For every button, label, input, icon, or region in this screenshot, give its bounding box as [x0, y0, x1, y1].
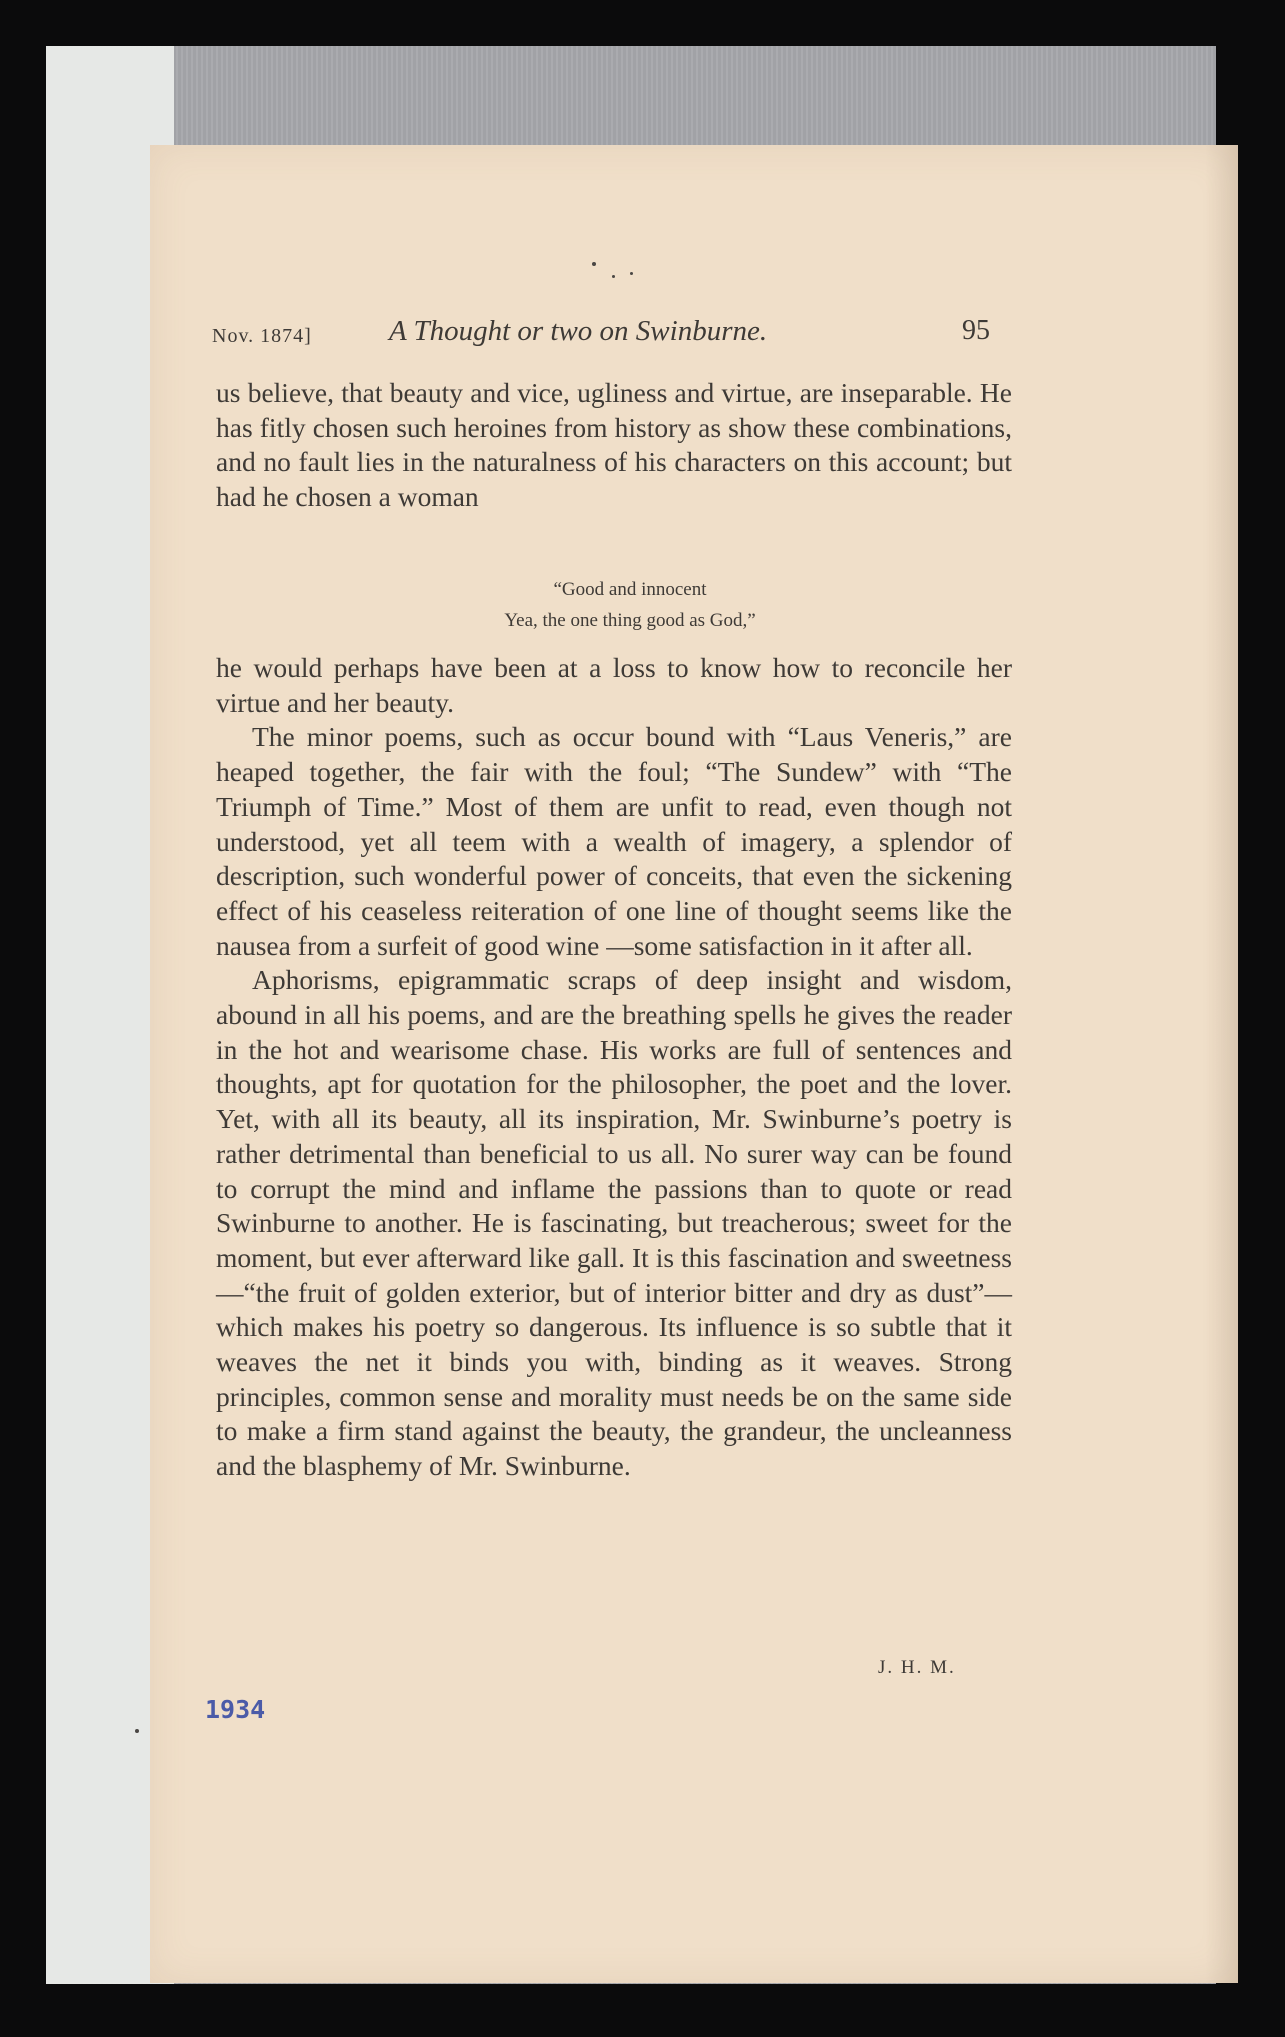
block-quote — [430, 574, 830, 636]
author-signature: J. H. M. — [878, 1657, 956, 1678]
quote-line-1: “Good and innocent — [553, 579, 707, 600]
catalog-stamp: 1934 — [205, 1695, 266, 1724]
paragraph-2: he would perhaps have been at a loss to know how to reconcile her virtue and her beauty. — [216, 652, 1012, 718]
paragraph-1: us believe, that beauty and vice, ugliness and virtue, are inseparable. He has fitly chosen such heroines from history as show these combinations, and no fault lies in the naturalness of his characters on this account; but had he chosen a woman — [216, 377, 1012, 513]
paragraph-4: Aphorisms, epigrammatic scraps of deep insight and wisdom, abound in all his poems, and are the breathing spells he gives the reader in the hot and wearisome chase. His works are full of sentences and thoughts, apt for quotation for the philosopher, the poet and the lover. Yet, with all its beauty, all its inspiration, Mr. Swinburne’s poetry is rather detrimental than beneficial to us all. No surer way can be found to corrupt the mind and inflame the passions than to quote or read Swinburne to another. He is fascinating, but treacherous; sweet for the moment, but ever afterward like gall. It is this fascination and sweetness—“the fruit of golden exterior, but of interior bitter and dry as dust”—which makes his poetry so dangerous. Its influence is so subtle that it weaves the net it binds you with, binding as it weaves. Strong principles, common sense and morality must needs be on the same side to make a firm stand against the beauty, the grandeur, the uncleanness and the blasphemy of Mr. Swinburne. — [216, 964, 1012, 1482]
page-number: 95 — [962, 315, 990, 346]
page-edge-shadow — [1205, 145, 1238, 1983]
ink-speck — [135, 1729, 139, 1733]
quote-line-2: Yea, the one thing good as God,” — [504, 610, 756, 631]
header-title: A Thought or two on Swinburne. — [389, 315, 768, 347]
ink-speck — [612, 275, 615, 278]
body-text-top — [216, 376, 1012, 515]
header-date: Nov. 1874] — [212, 325, 312, 347]
paragraph-3: The minor poems, such as occur bound with “Laus Veneris,” are heaped together, the fair with the foul; “The Sundew” with “The Triumph of Time.” Most of them are unfit to read, even though not understood, yet all teem with a wealth of imagery, a splendor of description, such wonderful power of conceits, that even the sickening effect of his ceaseless reiteration of one line of thought seems like the nausea from a surfeit of good wine —some satisfaction in it after all. — [216, 721, 1012, 961]
running-header — [212, 315, 1012, 355]
body-text-main — [216, 651, 1012, 1484]
ink-speck — [592, 262, 596, 266]
ink-speck — [630, 272, 633, 275]
